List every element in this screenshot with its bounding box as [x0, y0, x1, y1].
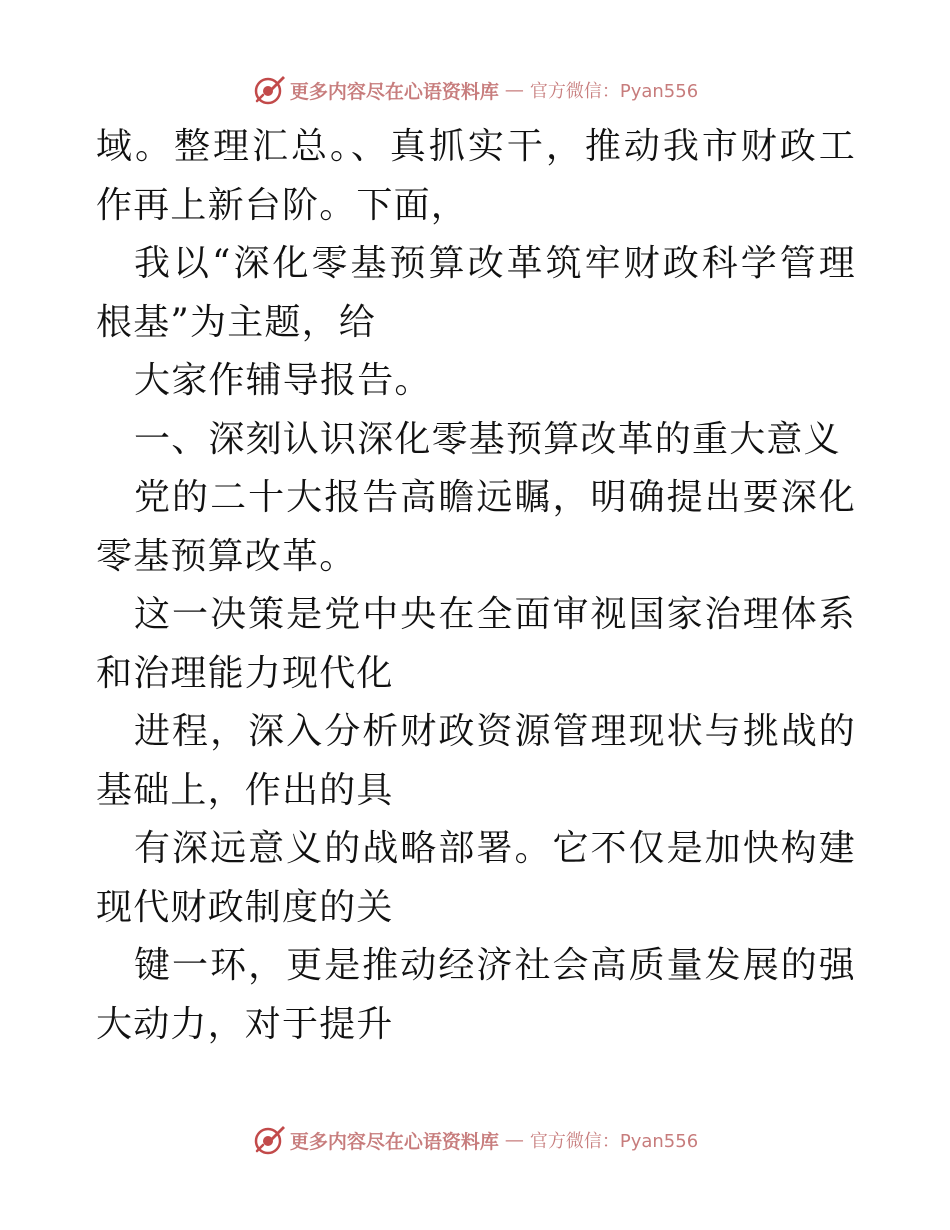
paragraph-3: 大家作辅导报告。	[134, 360, 432, 401]
pen-logo-icon	[252, 1123, 286, 1157]
paragraph-4: 党的二十大报告高瞻远瞩，明确提出要深化零基预算改革。	[96, 477, 856, 577]
paragraph-2: 我以“深化零基预算改革筑牢财政科学管理根基”为主题，给	[96, 243, 856, 343]
footer-title: 更多内容尽在心语资料库	[289, 1130, 499, 1153]
header-title: 更多内容尽在心语资料库	[289, 80, 499, 103]
paragraph-5: 这一决策是党中央在全面审视国家治理体系和治理能力现代化	[96, 594, 856, 694]
paragraph-8: 键一环，更是推动经济社会高质量发展的强大动力，对于提升	[96, 945, 856, 1045]
header-dash: —	[504, 79, 524, 101]
pen-logo-icon	[252, 73, 286, 107]
page-footer	[0, 1120, 950, 1160]
footer-dash: —	[504, 1129, 524, 1151]
header-contact: 官方微信：Pyan556	[529, 81, 699, 102]
document-body	[96, 118, 856, 1054]
page-header	[0, 70, 950, 110]
section-heading-1: 一、深刻认识深化零基预算改革的重大意义	[134, 418, 841, 460]
paragraph-7: 有深远意义的战略部署。它不仅是加快构建现代财政制度的关	[96, 828, 856, 928]
paragraph-6: 进程，深入分析财政资源管理现状与挑战的基础上，作出的具	[96, 711, 856, 811]
footer-contact: 官方微信：Pyan556	[529, 1131, 699, 1152]
paragraph-1: 域。整理汇总。、真抓实干，推动我市财政工作再上新台阶。下面，	[96, 126, 856, 226]
footer-banner	[252, 1123, 698, 1157]
header-banner	[252, 73, 698, 107]
